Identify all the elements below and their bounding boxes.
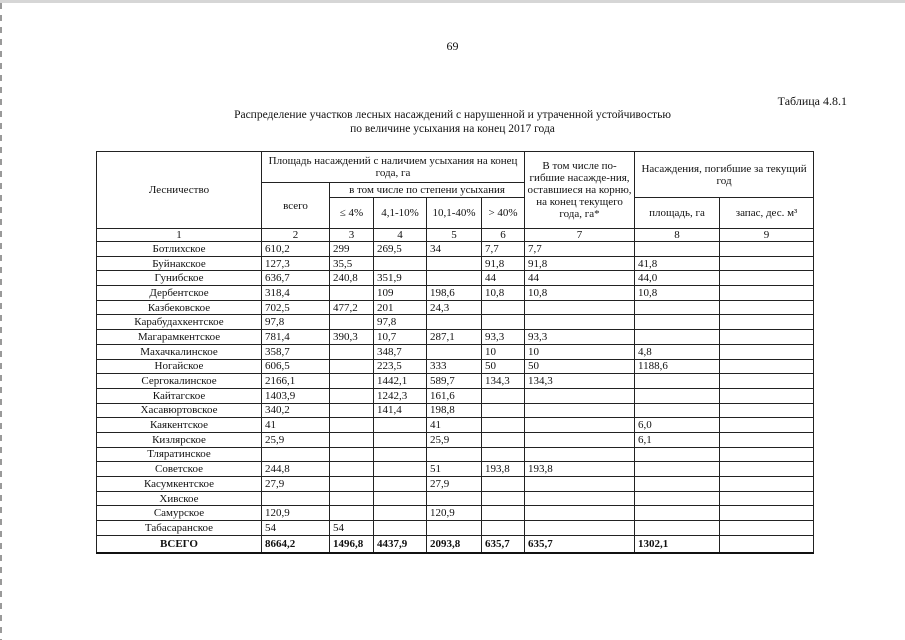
value-cell: [525, 418, 635, 433]
value-cell: [720, 432, 814, 447]
value-cell: 1242,3: [374, 388, 427, 403]
value-cell: 636,7: [262, 271, 330, 286]
header-by-degree: в том числе по степени усыхания: [330, 183, 525, 198]
value-cell: [374, 491, 427, 506]
table-row: [97, 447, 814, 462]
value-cell: [482, 432, 525, 447]
value-cell: [525, 315, 635, 330]
value-cell: 93,3: [525, 330, 635, 345]
table-row: [97, 315, 814, 330]
value-cell: [720, 521, 814, 536]
value-cell: 44: [525, 271, 635, 286]
value-cell: [720, 477, 814, 492]
value-cell: [427, 315, 482, 330]
value-cell: 51: [427, 462, 482, 477]
total-cell: 4437,9: [374, 535, 427, 553]
title-line-1: Распределение участков лесных насаждений с нарушенной и утраченной устойчивостью: [234, 109, 671, 121]
value-cell: 351,9: [374, 271, 427, 286]
value-cell: 781,4: [262, 330, 330, 345]
forestry-name: Буйнакское: [97, 256, 262, 271]
table-row: [97, 388, 814, 403]
value-cell: [482, 300, 525, 315]
forestry-name: Советское: [97, 462, 262, 477]
value-cell: [482, 403, 525, 418]
forestry-name: Самурское: [97, 506, 262, 521]
value-cell: [525, 521, 635, 536]
value-cell: [720, 256, 814, 271]
forestry-name: Сергокалинское: [97, 374, 262, 389]
value-cell: [720, 344, 814, 359]
value-cell: [374, 521, 427, 536]
page-number: 69: [446, 39, 459, 53]
value-cell: 91,8: [525, 256, 635, 271]
value-cell: [635, 300, 720, 315]
total-cell: 1496,8: [330, 535, 374, 553]
value-cell: 120,9: [262, 506, 330, 521]
value-cell: 41: [262, 418, 330, 433]
header-perished-stock: запас, дес. м³: [720, 198, 814, 229]
value-cell: [525, 506, 635, 521]
value-cell: [482, 388, 525, 403]
table-body: [97, 242, 814, 536]
value-cell: [482, 447, 525, 462]
value-cell: [330, 418, 374, 433]
value-cell: [427, 271, 482, 286]
forestry-name: Хасавюртовское: [97, 403, 262, 418]
value-cell: [720, 359, 814, 374]
value-cell: [262, 491, 330, 506]
column-number: 6: [482, 229, 525, 242]
value-cell: 134,3: [525, 374, 635, 389]
header-remaining: В том числе по-гибшие насажде-ния, оставшиеся на корню, на конец текущего года, га*: [525, 152, 635, 229]
value-cell: [427, 344, 482, 359]
forestry-name: Казбековское: [97, 300, 262, 315]
value-cell: 10,7: [374, 330, 427, 345]
total-cell: [720, 535, 814, 553]
value-cell: 193,8: [525, 462, 635, 477]
value-cell: 109: [374, 286, 427, 301]
forestry-name: Каякентское: [97, 418, 262, 433]
table-row: [97, 506, 814, 521]
header-total: всего: [262, 183, 330, 229]
value-cell: 127,3: [262, 256, 330, 271]
value-cell: 10,8: [635, 286, 720, 301]
value-cell: 1403,9: [262, 388, 330, 403]
value-cell: [720, 491, 814, 506]
value-cell: [482, 491, 525, 506]
value-cell: [330, 491, 374, 506]
value-cell: 358,7: [262, 344, 330, 359]
value-cell: [720, 271, 814, 286]
value-cell: 7,7: [482, 242, 525, 257]
value-cell: [330, 477, 374, 492]
value-cell: [482, 315, 525, 330]
table-row: [97, 462, 814, 477]
table-row: [97, 359, 814, 374]
value-cell: 198,6: [427, 286, 482, 301]
value-cell: [720, 462, 814, 477]
value-cell: [330, 315, 374, 330]
value-cell: 240,8: [330, 271, 374, 286]
value-cell: 34: [427, 242, 482, 257]
value-cell: 141,4: [374, 403, 427, 418]
value-cell: [330, 344, 374, 359]
value-cell: [635, 403, 720, 418]
value-cell: [427, 491, 482, 506]
value-cell: 589,7: [427, 374, 482, 389]
value-cell: [525, 403, 635, 418]
value-cell: [720, 447, 814, 462]
value-cell: [330, 447, 374, 462]
value-cell: 41,8: [635, 256, 720, 271]
value-cell: 340,2: [262, 403, 330, 418]
value-cell: 97,8: [374, 315, 427, 330]
value-cell: 27,9: [427, 477, 482, 492]
value-cell: [427, 447, 482, 462]
value-cell: [635, 521, 720, 536]
column-number: 9: [720, 229, 814, 242]
table-row: [97, 477, 814, 492]
value-cell: 6,1: [635, 432, 720, 447]
value-cell: [525, 447, 635, 462]
value-cell: [330, 462, 374, 477]
value-cell: [482, 418, 525, 433]
value-cell: 54: [330, 521, 374, 536]
title-line-2: по величине усыхания на конец 2017 года: [350, 123, 555, 135]
value-cell: [330, 506, 374, 521]
dieback-table: [96, 151, 814, 554]
value-cell: [330, 403, 374, 418]
value-cell: 477,2: [330, 300, 374, 315]
table-row: [97, 403, 814, 418]
value-cell: 244,8: [262, 462, 330, 477]
value-cell: [720, 300, 814, 315]
value-cell: 7,7: [525, 242, 635, 257]
forestry-name: Дербентское: [97, 286, 262, 301]
value-cell: [635, 447, 720, 462]
value-cell: [330, 359, 374, 374]
forestry-name: Касумкентское: [97, 477, 262, 492]
table-row: [97, 271, 814, 286]
value-cell: [374, 447, 427, 462]
header-area-group: Площадь насаждений с наличием усыхания на конец года, га: [262, 152, 525, 183]
table-row: [97, 491, 814, 506]
value-cell: [720, 506, 814, 521]
header-degree-2: 4,1-10%: [374, 198, 427, 229]
value-cell: [635, 330, 720, 345]
value-cell: 1188,6: [635, 359, 720, 374]
value-cell: [330, 388, 374, 403]
table-row: [97, 418, 814, 433]
value-cell: [720, 330, 814, 345]
header-perished-group: Насаждения, погибшие за текущий год: [635, 152, 814, 198]
forestry-name: Махачкалинское: [97, 344, 262, 359]
value-cell: 10: [525, 344, 635, 359]
value-cell: [720, 315, 814, 330]
value-cell: 161,6: [427, 388, 482, 403]
total-cell: 1302,1: [635, 535, 720, 553]
value-cell: 50: [525, 359, 635, 374]
forestry-name: Кайтагское: [97, 388, 262, 403]
value-cell: [482, 506, 525, 521]
value-cell: [374, 256, 427, 271]
column-number: 5: [427, 229, 482, 242]
value-cell: 299: [330, 242, 374, 257]
value-cell: [330, 374, 374, 389]
value-cell: 223,5: [374, 359, 427, 374]
table-row: [97, 256, 814, 271]
value-cell: [374, 418, 427, 433]
column-number: 4: [374, 229, 427, 242]
value-cell: [374, 506, 427, 521]
total-cell: 8664,2: [262, 535, 330, 553]
table-row: [97, 344, 814, 359]
header-degree-3: 10,1-40%: [427, 198, 482, 229]
scan-left-edge: [0, 3, 2, 640]
value-cell: 2166,1: [262, 374, 330, 389]
value-cell: [720, 242, 814, 257]
header-forestry: Лесничество: [97, 152, 262, 229]
value-cell: 24,3: [427, 300, 482, 315]
table-title: [0, 108, 905, 136]
value-cell: 91,8: [482, 256, 525, 271]
forestry-name: Магарамкентское: [97, 330, 262, 345]
value-cell: 25,9: [427, 432, 482, 447]
value-cell: [525, 477, 635, 492]
total-cell: 635,7: [482, 535, 525, 553]
total-cell: 2093,8: [427, 535, 482, 553]
value-cell: [330, 286, 374, 301]
value-cell: 1442,1: [374, 374, 427, 389]
value-cell: [635, 477, 720, 492]
column-number: 7: [525, 229, 635, 242]
forestry-name: Ногайское: [97, 359, 262, 374]
value-cell: 606,5: [262, 359, 330, 374]
value-cell: [427, 256, 482, 271]
value-cell: [482, 477, 525, 492]
table-row: [97, 374, 814, 389]
value-cell: [635, 388, 720, 403]
value-cell: 27,9: [262, 477, 330, 492]
value-cell: [635, 491, 720, 506]
value-cell: [482, 521, 525, 536]
value-cell: 269,5: [374, 242, 427, 257]
value-cell: [635, 374, 720, 389]
value-cell: 97,8: [262, 315, 330, 330]
value-cell: 35,5: [330, 256, 374, 271]
value-cell: 318,4: [262, 286, 330, 301]
value-cell: 198,8: [427, 403, 482, 418]
table-row: [97, 286, 814, 301]
forestry-name: Ботлихское: [97, 242, 262, 257]
table-label: Таблица 4.8.1: [777, 94, 847, 108]
forestry-name: Карабудахкентское: [97, 315, 262, 330]
value-cell: [720, 388, 814, 403]
value-cell: 4,8: [635, 344, 720, 359]
table-row: [97, 521, 814, 536]
value-cell: 10,8: [482, 286, 525, 301]
value-cell: [427, 521, 482, 536]
scan-top-edge: [0, 0, 905, 3]
forestry-name: Табасаранское: [97, 521, 262, 536]
forestry-name: Тляратинское: [97, 447, 262, 462]
value-cell: [720, 403, 814, 418]
header-degree-1: ≤ 4%: [330, 198, 374, 229]
column-number: 3: [330, 229, 374, 242]
value-cell: [374, 432, 427, 447]
value-cell: 93,3: [482, 330, 525, 345]
value-cell: 25,9: [262, 432, 330, 447]
value-cell: 134,3: [482, 374, 525, 389]
value-cell: [525, 300, 635, 315]
header-degree-4: > 40%: [482, 198, 525, 229]
value-cell: [330, 432, 374, 447]
value-cell: 201: [374, 300, 427, 315]
value-cell: 44,0: [635, 271, 720, 286]
total-row: [97, 535, 814, 553]
value-cell: 41: [427, 418, 482, 433]
value-cell: [635, 315, 720, 330]
total-cell: 635,7: [525, 535, 635, 553]
value-cell: 120,9: [427, 506, 482, 521]
value-cell: 348,7: [374, 344, 427, 359]
value-cell: 333: [427, 359, 482, 374]
table-row: [97, 242, 814, 257]
value-cell: 50: [482, 359, 525, 374]
value-cell: [635, 462, 720, 477]
value-cell: [525, 388, 635, 403]
table-row: [97, 432, 814, 447]
value-cell: [525, 432, 635, 447]
value-cell: [635, 506, 720, 521]
value-cell: 54: [262, 521, 330, 536]
value-cell: [720, 286, 814, 301]
total-label: ВСЕГО: [97, 535, 262, 553]
value-cell: 702,5: [262, 300, 330, 315]
value-cell: [262, 447, 330, 462]
value-cell: 287,1: [427, 330, 482, 345]
value-cell: 193,8: [482, 462, 525, 477]
column-number: 8: [635, 229, 720, 242]
value-cell: [374, 477, 427, 492]
value-cell: [635, 242, 720, 257]
table-row: [97, 330, 814, 345]
column-number: 2: [262, 229, 330, 242]
forestry-name: Кизлярское: [97, 432, 262, 447]
value-cell: 44: [482, 271, 525, 286]
value-cell: [720, 374, 814, 389]
value-cell: 610,2: [262, 242, 330, 257]
value-cell: [720, 418, 814, 433]
value-cell: 390,3: [330, 330, 374, 345]
value-cell: 10,8: [525, 286, 635, 301]
value-cell: 6,0: [635, 418, 720, 433]
forestry-name: Хивское: [97, 491, 262, 506]
column-number: 1: [97, 229, 262, 242]
table-row: [97, 300, 814, 315]
value-cell: [525, 491, 635, 506]
forestry-name: Гунибское: [97, 271, 262, 286]
value-cell: [374, 462, 427, 477]
header-perished-area: площадь, га: [635, 198, 720, 229]
value-cell: 10: [482, 344, 525, 359]
